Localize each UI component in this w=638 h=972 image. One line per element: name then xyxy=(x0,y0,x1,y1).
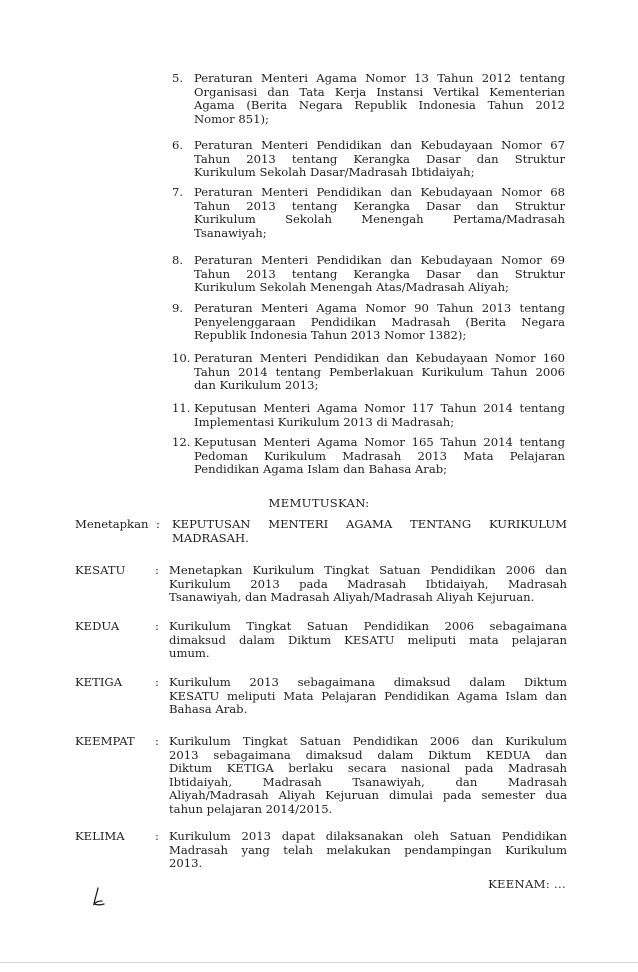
item-line: Kurikulum Sekolah Dasar/Madrasah Ibtidaiyah; xyxy=(194,165,475,180)
consideration-item-12 xyxy=(172,436,565,477)
item-line: Peraturan Menteri Pendidikan dan Kebudayaan Nomor 69 xyxy=(194,253,565,267)
decision-colon: : xyxy=(156,517,160,531)
decision-colon: : xyxy=(155,734,159,748)
decision-colon: : xyxy=(155,563,159,577)
decision-line: 2013. xyxy=(169,856,203,871)
item-line: dan Kurikulum 2013; xyxy=(194,378,319,393)
decision-line: Kurikulum 2013 sebagaimana dimaksud dalam Diktum xyxy=(169,675,567,689)
decision-term: KELIMA xyxy=(75,829,125,843)
item-line: Keputusan Menteri Agama Nomor 165 Tahun 2014 tentang xyxy=(194,435,565,449)
decision-ketiga xyxy=(75,676,567,717)
decision-line: Madrasah yang telah melakukan pendampingan Kurikulum xyxy=(169,842,567,857)
item-line: Tahun 2013 tentang Kerangka Dasar dan Struktur xyxy=(194,198,565,213)
decision-line: Menetapkan Kurikulum Tingkat Satuan Pendidikan 2006 dan xyxy=(169,563,567,577)
item-number: 12. xyxy=(172,435,191,449)
item-line: Peraturan Menteri Pendidikan dan Kebudayaan Nomor 68 xyxy=(194,185,565,199)
consideration-item-10 xyxy=(172,352,565,393)
item-line: Keputusan Menteri Agama Nomor 117 Tahun 2014 tentang xyxy=(194,401,565,415)
decision-line: Bahasa Arab. xyxy=(169,702,248,717)
consideration-item-7 xyxy=(172,186,565,240)
item-number: 7. xyxy=(172,185,184,199)
decision-colon: : xyxy=(155,675,159,689)
decision-line: KESATU meliputi Mata Pelajaran Pendidikan Agama Islam dan xyxy=(169,688,567,703)
decision-line: Kurikulum Tingkat Satuan Pendidikan 2006 sebagaimana xyxy=(169,619,567,633)
decision-line: tahun pelajaran 2014/2015. xyxy=(169,801,333,816)
item-number: 6. xyxy=(172,138,184,152)
item-line: Peraturan Menteri Agama Nomor 13 Tahun 2012 tentang xyxy=(194,71,565,85)
item-line: Nomor 851); xyxy=(194,111,269,126)
item-line: Organisasi dan Tata Kerja Instansi Vertikal Kementerian xyxy=(194,84,565,99)
decision-kesatu xyxy=(75,564,567,605)
consideration-item-8 xyxy=(172,254,565,295)
item-line: Pedoman Kurikulum Madrasah 2013 Mata Pelajaran xyxy=(194,448,565,463)
item-line: Penyelenggaraan Pendidikan Madrasah (Berita Negara xyxy=(194,314,565,329)
item-number: 11. xyxy=(172,401,191,415)
item-line: Tsanawiyah; xyxy=(194,225,267,240)
decision-line: Diktum KETIGA berlaku secara nasional pada Madrasah xyxy=(169,761,567,776)
decision-kelima xyxy=(75,830,567,871)
catchword: KEENAM: ... xyxy=(488,877,566,891)
decision-term: KETIGA xyxy=(75,675,123,689)
item-line: Peraturan Menteri Pendidikan dan Kebudayaan Nomor 67 xyxy=(194,138,565,152)
consideration-item-9 xyxy=(172,302,565,343)
decision-line: Kurikulum Tingkat Satuan Pendidikan 2006 dan Kurikulum xyxy=(169,734,567,748)
decision-term: KESATU xyxy=(75,563,126,577)
consideration-item-11 xyxy=(172,402,565,429)
consideration-item-5 xyxy=(172,72,565,126)
decision-line: dimaksud dalam Diktum KESATU meliputi mata pelajaran xyxy=(169,632,567,647)
decision-line: MADRASAH. xyxy=(172,530,249,545)
item-line: Kurikulum Sekolah Menengah Atas/Madrasah Aliyah; xyxy=(194,280,509,295)
decision-heading: MEMUTUSKAN: xyxy=(268,496,370,510)
item-number: 5. xyxy=(172,71,184,85)
item-line: Peraturan Menteri Agama Nomor 90 Tahun 2013 tentang xyxy=(194,301,565,315)
item-line: Tahun 2013 tentang Kerangka Dasar dan Struktur xyxy=(194,266,565,281)
item-number: 9. xyxy=(172,301,184,315)
decision-line: Ibtidaiyah, Madrasah Tsanawiyah, dan Madrasah xyxy=(169,774,567,789)
consideration-item-6 xyxy=(172,139,565,180)
decision-line: Aliyah/Madrasah Aliyah Kejuruan dimulai pada semester dua xyxy=(169,788,567,803)
decision-line: 2013 sebagaimana dimaksud dalam Diktum KEDUA dan xyxy=(169,747,567,762)
paraf-initial-mark xyxy=(88,886,108,908)
decision-keempat xyxy=(75,735,567,817)
decision-colon: : xyxy=(155,829,159,843)
item-line: Pendidikan Agama Islam dan Bahasa Arab; xyxy=(194,462,448,477)
item-line: Peraturan Menteri Pendidikan dan Kebudayaan Nomor 160 xyxy=(194,351,565,365)
item-line: Agama (Berita Negara Republik Indonesia Tahun 2012 xyxy=(194,98,565,113)
decision-colon: : xyxy=(155,619,159,633)
decision-menetapkan xyxy=(75,518,567,545)
decision-line: KEPUTUSAN MENTERI AGAMA TENTANG KURIKULUM xyxy=(172,517,567,531)
decision-line: Kurikulum 2013 pada Madrasah Ibtidaiyah, Madrasah xyxy=(169,576,567,591)
decision-line: umum. xyxy=(169,646,210,661)
decision-term: KEEMPAT xyxy=(75,734,135,748)
item-line: Tahun 2013 tentang Kerangka Dasar dan Struktur xyxy=(194,151,565,166)
decision-line: Kurikulum 2013 dapat dilaksanakan oleh Satuan Pendidikan xyxy=(169,829,567,843)
item-number: 8. xyxy=(172,253,184,267)
decision-term: Menetapkan xyxy=(75,517,149,531)
item-line: Tahun 2014 tentang Pemberlakuan Kurikulum Tahun 2006 xyxy=(194,364,565,379)
decision-kedua xyxy=(75,620,567,661)
decision-term: KEDUA xyxy=(75,619,120,633)
item-line: Kurikulum Sekolah Menengah Pertama/Madrasah xyxy=(194,212,565,227)
scan-edge-line xyxy=(0,962,638,963)
decision-line: Tsanawiyah, dan Madrasah Aliyah/Madrasah Aliyah Kejuruan. xyxy=(169,590,535,605)
item-number: 10. xyxy=(172,351,191,365)
item-line: Republik Indonesia Tahun 2013 Nomor 1382); xyxy=(194,328,467,343)
item-line: Implementasi Kurikulum 2013 di Madrasah; xyxy=(194,414,455,429)
